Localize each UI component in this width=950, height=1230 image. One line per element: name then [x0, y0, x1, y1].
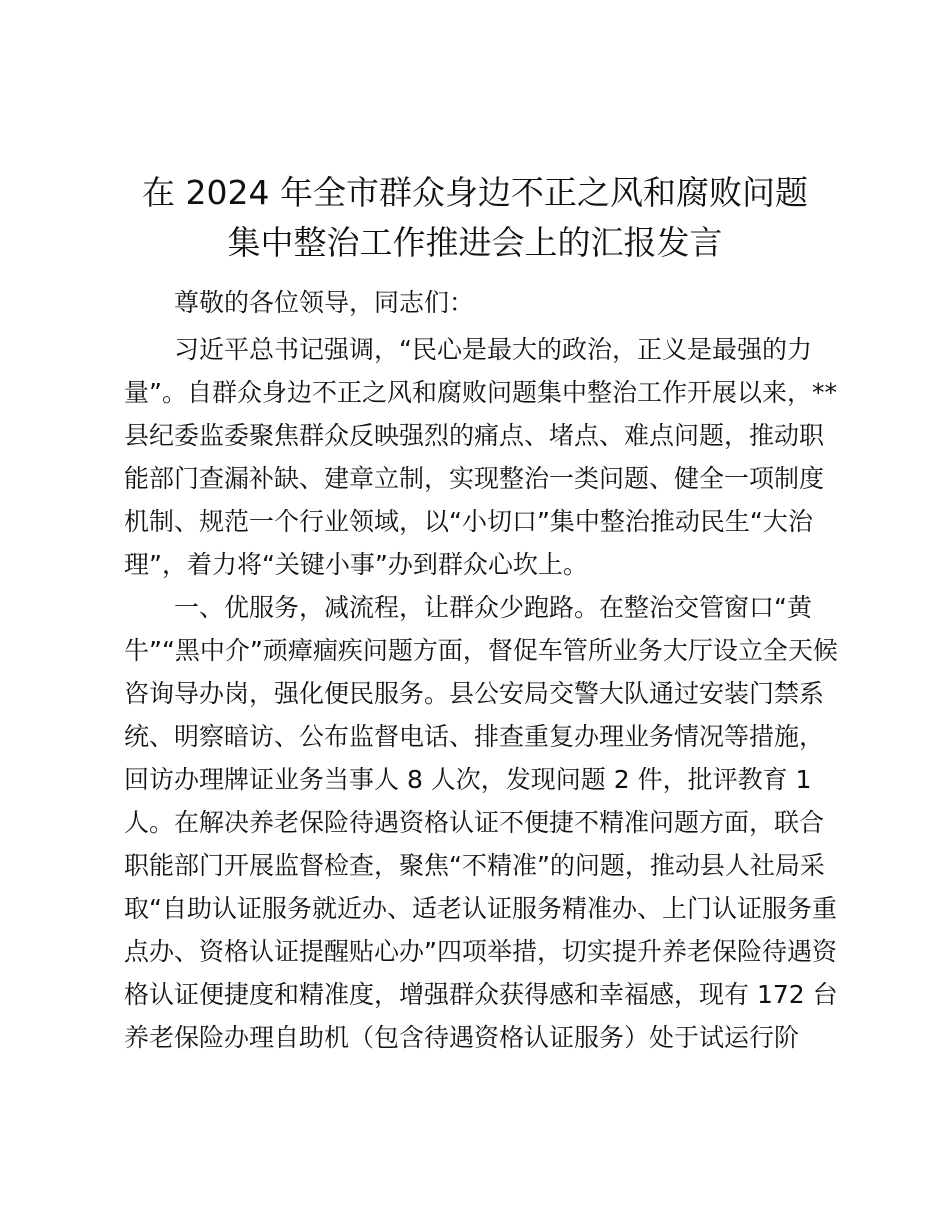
title-line-2: 集中整治工作推进会上的汇报发言 [227, 223, 723, 262]
paragraph-line: 格认证便捷度和精准度，增强群众获得感和幸福感，现有 172 台 [124, 980, 838, 1009]
paragraph-line: 一、优服务，减流程，让群众少跑路。在整治交管窗口“黄 [174, 593, 812, 622]
title-line-1: 在 2024 年全市群众身边不正之风和腐败问题 [142, 173, 808, 212]
paragraph-line: 县纪委监委聚焦群众反映强烈的痛点、堵点、难点问题，推动职 [124, 421, 825, 450]
paragraph-line: 职能部门开展监督检查，聚焦“不精准”的问题，推动县人社局采 [124, 851, 825, 880]
paragraph-line: 取“自助认证服务就近办、适老认证服务精准办、上门认证服务重 [124, 894, 837, 923]
paragraph-line: 牛”“黑中介”顽瘴痼疾问题方面，督促车管所业务大厅设立全天候 [124, 636, 838, 665]
document-title [100, 168, 850, 268]
paragraph-line: 统、明察暗访、公布监督电话、排查重复办理业务情况等措施， [124, 722, 825, 751]
paragraph-line: 养老保险办理自助机（包含待遇资格认证服务）处于试运行阶 [124, 1023, 800, 1052]
paragraph-line: 理”，着力将“关键小事”办到群众心坎上。 [124, 550, 588, 579]
salutation: 尊敬的各位领导，同志们： [174, 288, 475, 317]
paragraph-line: 能部门查漏补缺、建章立制，实现整治一类问题、健全一项制度 [124, 464, 825, 493]
paragraph-line: 机制、规范一个行业领域，以“小切口”集中整治推动民生“大治 [124, 507, 813, 536]
paragraph-line: 习近平总书记强调，“民心是最大的政治，正义是最强的力 [174, 335, 812, 364]
paragraph-line: 点办、资格认证提醒贴心办”四项举措，切实提升养老保险待遇资 [124, 937, 837, 966]
paragraph-line: 人。在解决养老保险待遇资格认证不便捷不精准问题方面，联合 [124, 808, 825, 837]
paragraph-line: 回访办理牌证业务当事人 8 人次，发现问题 2 件，批评教育 1 [124, 765, 812, 794]
paragraph-line: 咨询导办岗，强化便民服务。县公安局交警大队通过安装门禁系 [124, 679, 825, 708]
paragraph-line: 量”。自群众身边不正之风和腐败问题集中整治工作开展以来，** [124, 378, 837, 407]
